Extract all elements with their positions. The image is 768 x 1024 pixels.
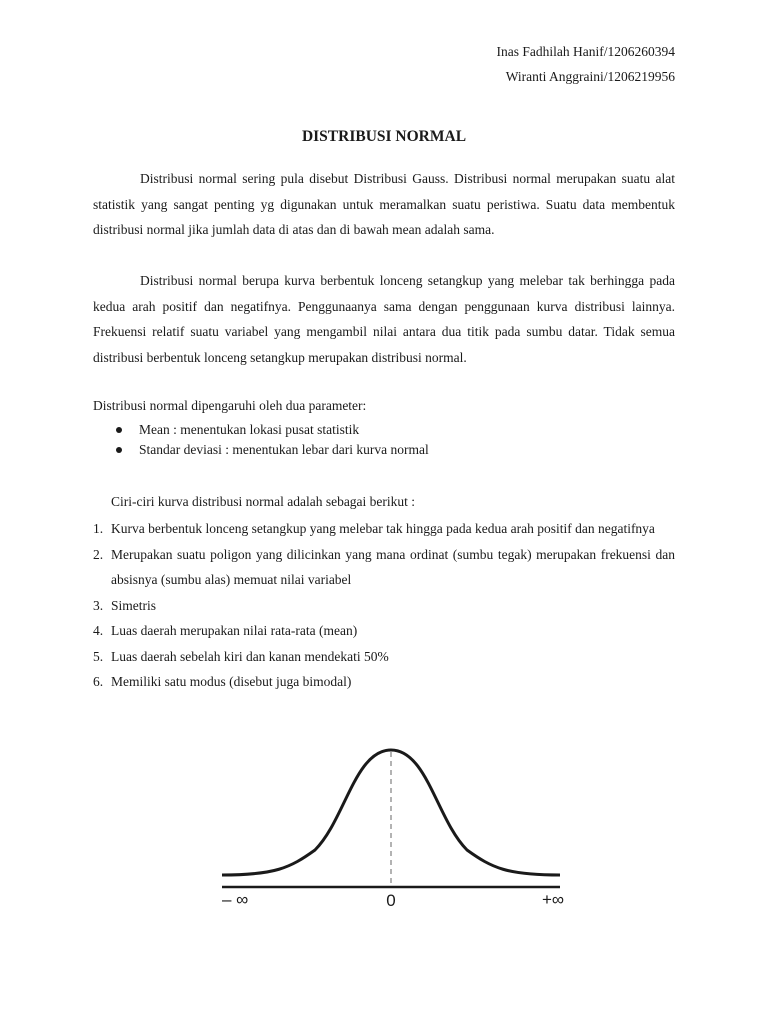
author-block [497,42,675,92]
list-item [93,516,675,542]
bullet-icon [116,427,122,433]
list-number: 5. [93,648,104,664]
axis-label-positive-infinity: +∞ [541,890,564,909]
list-item [93,618,675,644]
list-item [116,440,429,460]
list-item [93,644,675,670]
parameter-std-dev: Standar deviasi : menentukan lebar dari kurva normal [139,442,429,457]
feature-text: Luas daerah merupakan nilai rata-rata (mean) [111,623,358,638]
author-name-1: Inas Fadhilah Hanif/1206260394 [496,44,675,59]
feature-text: Simetris [111,597,157,613]
list-number: 1. [93,521,104,536]
feature-list [93,516,675,695]
list-number: 3. [93,597,104,613]
author-name-2: Wiranti Anggraini/1206219956 [505,69,675,84]
paragraph-intro: Distribusi normal sering pula disebut Distribusi Gauss. Distribusi normal merupakan suatu alat statistik yang sangat penting yg digunakan untuk meramalkan suatu peristiwa. Suatu data membentuk distribusi normal jika jumlah data di atas dan di bawah mean adalah sama. [93,171,675,237]
list-item [93,593,675,619]
axis-label-negative-infinity: – ∞ [222,890,249,909]
features-intro: Ciri-ciri kurva distribusi normal adalah sebagai berikut : [111,494,416,509]
axis-label-zero: 0 [386,891,396,910]
list-number: 2. [93,546,104,562]
parameter-list [116,420,429,460]
list-item [93,669,675,695]
feature-text: Kurva berbentuk lonceng setangkup yang melebar tak hingga pada kedua arah positif dan negatifnya [111,521,655,536]
list-number: 4. [93,623,104,638]
list-item [93,542,675,593]
paragraph-shape: Distribusi normal berupa kurva berbentuk lonceng setangkup yang melebar tak berhingga pada kedua arah positif dan negatifnya. Penggunaanya sama dengan penggunaan kurva distribusi lainnya. Frekuensi relatif suatu variabel yang mengambil nilai antara dua titik pada sumbu datar. Tidak semua distribusi berbentuk lonceng setangkup merupakan distribusi normal. [93,273,675,365]
normal-curve-figure [215,740,575,915]
feature-text: Luas daerah sebelah kiri dan kanan mendekati 50% [111,648,389,664]
parameters-intro: Distribusi normal dipengaruhi oleh dua parameter: [93,398,367,413]
feature-text: Memiliki satu modus (disebut juga bimodal) [111,674,352,689]
bell-curve [222,750,560,875]
list-number: 6. [93,674,104,689]
parameter-mean: Mean : menentukan lokasi pusat statistik [139,422,360,437]
list-item [116,420,429,440]
bullet-icon [116,447,122,453]
feature-text: Merupakan suatu poligon yang dilicinkan yang mana ordinat (sumbu tegak) merupakan frekuensi dan absisnya (sumbu alas) memuat nilai variabel [111,546,675,587]
document-title: DISTRIBUSI NORMAL [301,128,467,145]
